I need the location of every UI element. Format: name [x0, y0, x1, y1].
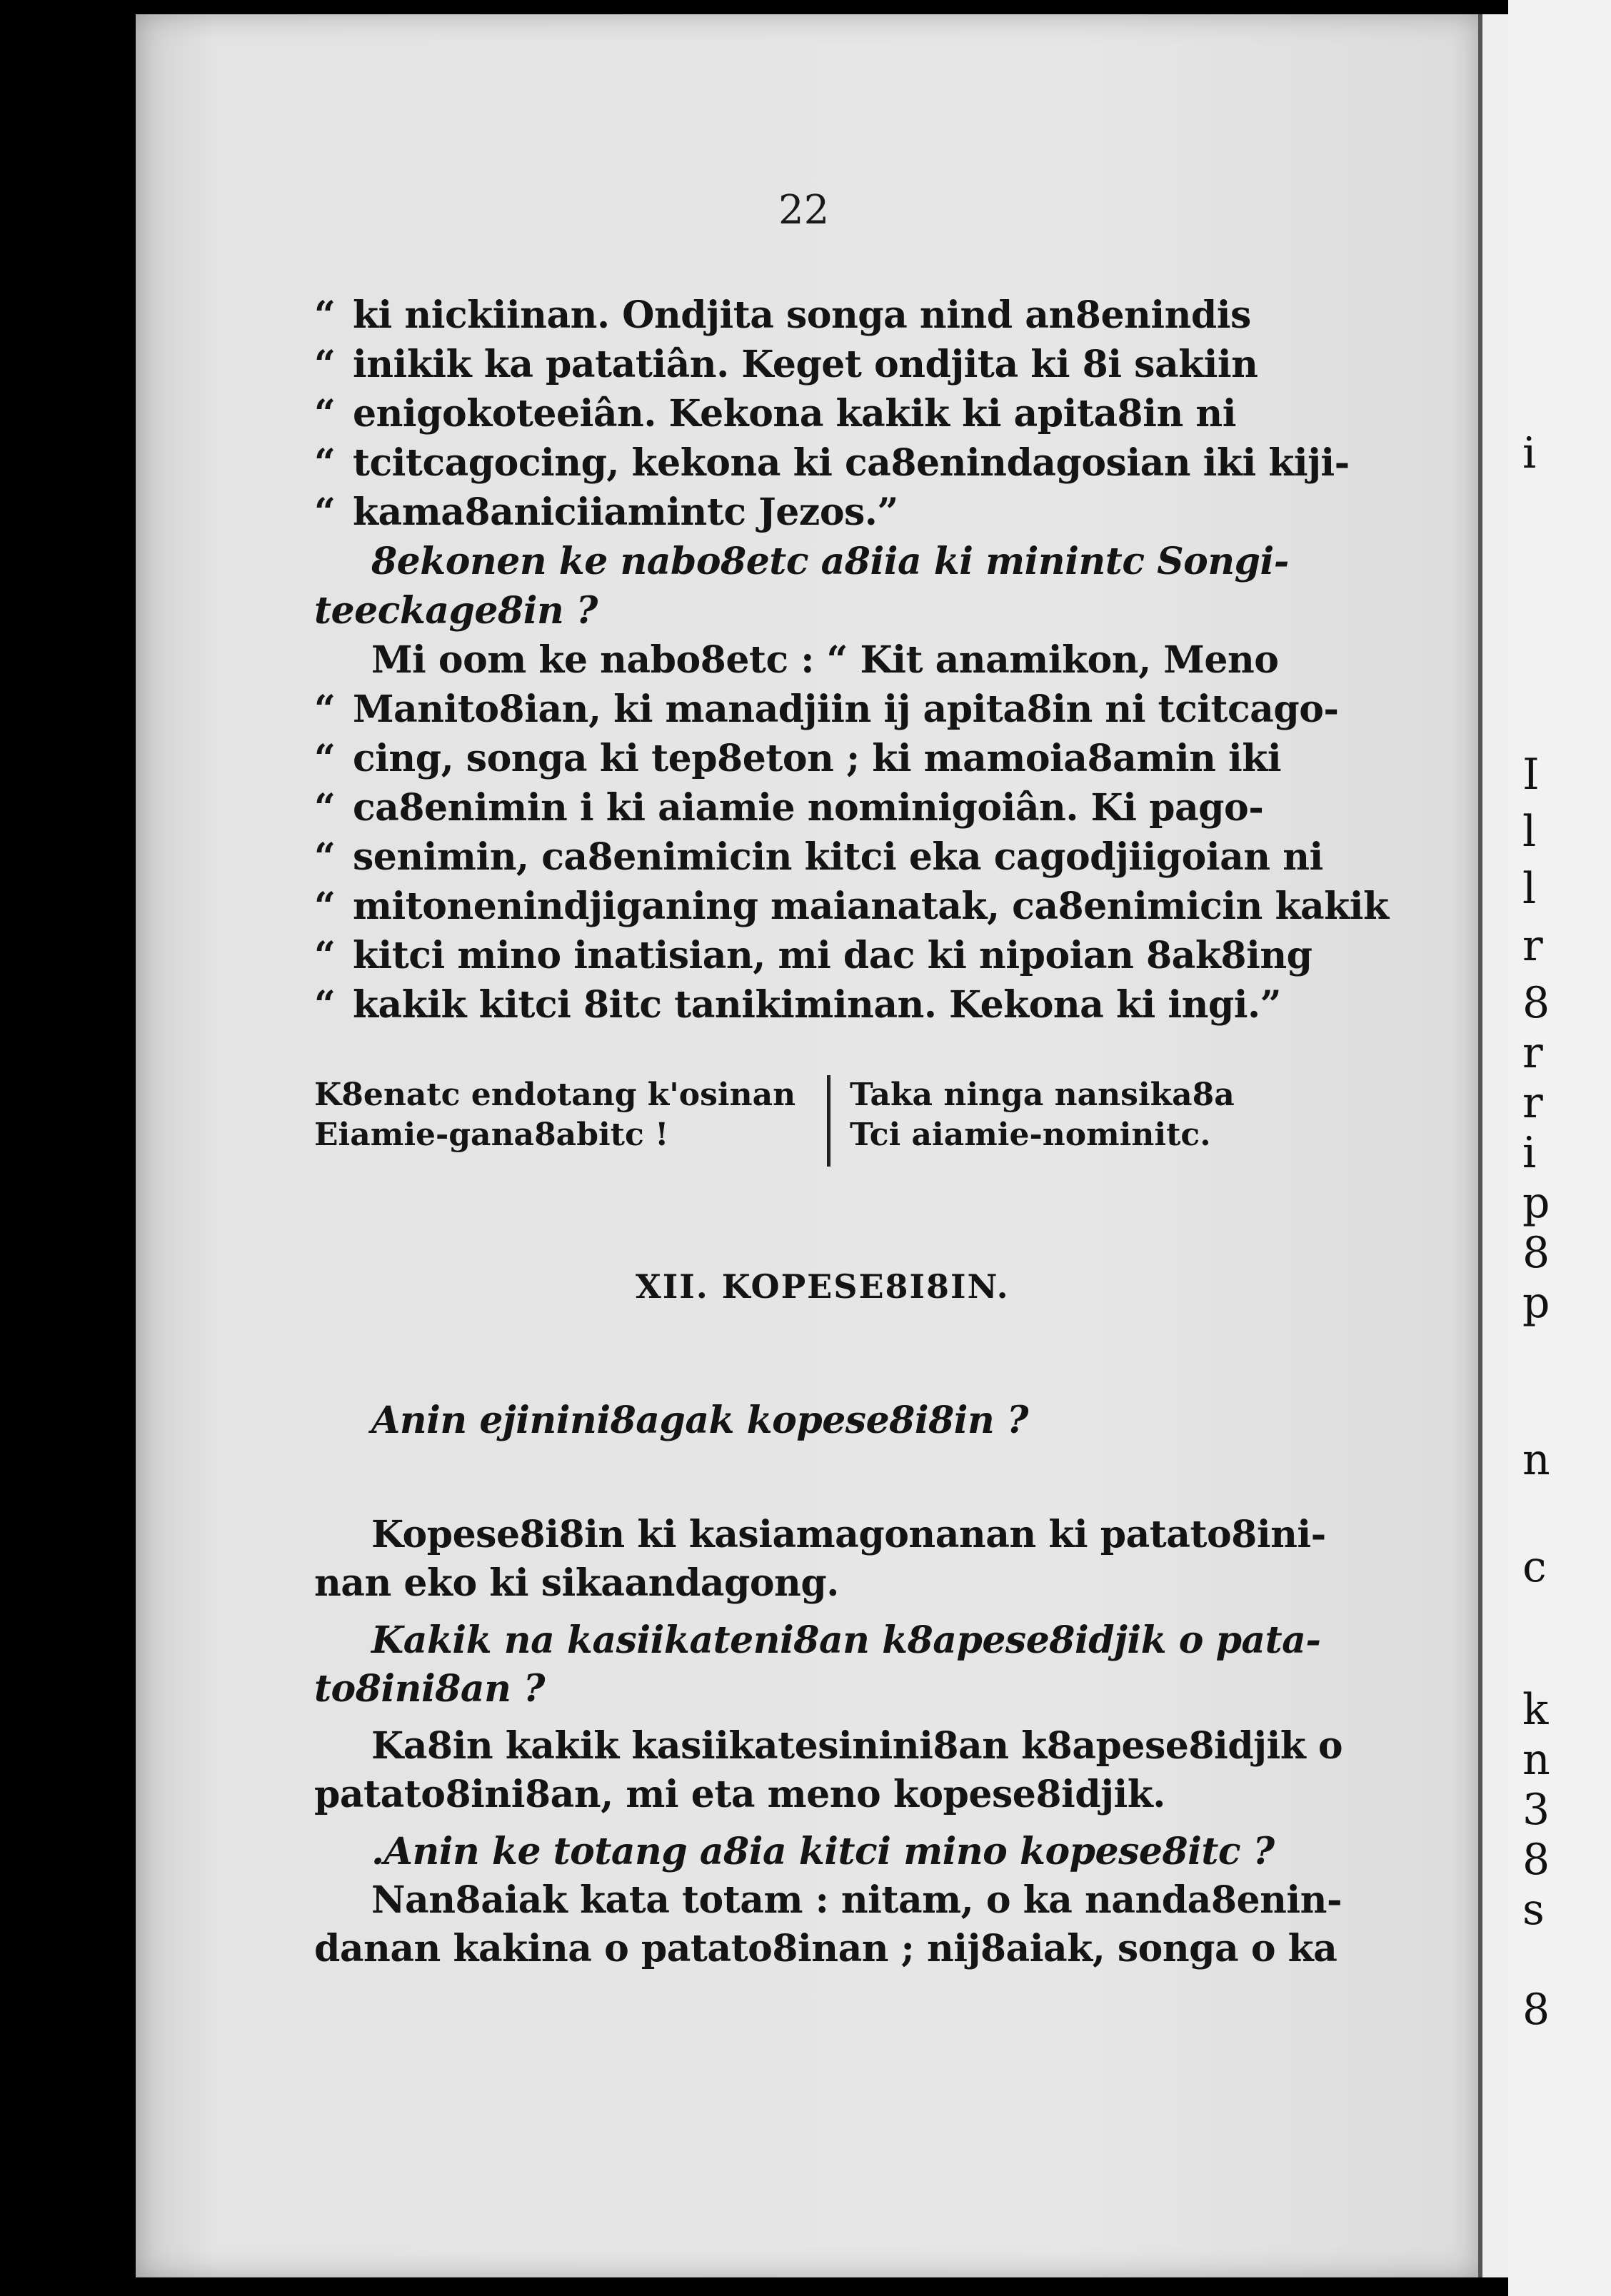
margin-fragment: I [1522, 750, 1540, 800]
text-line [314, 737, 1357, 780]
verse-line: Tci aiamie-nominitc. [850, 1117, 1211, 1153]
margin-fragment: 8 [1522, 1985, 1550, 2035]
line-text: senimin, ca8enimicin kitci eka cagodjiigoian ni [353, 835, 1323, 879]
margin-fragment: n [1522, 1435, 1550, 1485]
quote-mark: “ [314, 983, 336, 1027]
text-line [314, 1928, 1357, 1970]
text-line [314, 935, 1357, 977]
quote-mark: “ [314, 885, 336, 928]
text-line [314, 1773, 1357, 1816]
line-text: ki nickiinan. Ondjita songa nind an8enindis [353, 293, 1251, 337]
margin-fragment: i [1522, 1128, 1537, 1178]
line-text: .Anin ke totang a8ia kitci mino kopese8itc ? [371, 1830, 1275, 1873]
line-text: Manito8ian, ki manadjiin ij apita8in ni tcitcago- [353, 688, 1339, 731]
line-text: Mi oom ke nabo8etc : “ Kit anamikon, Meno [371, 638, 1279, 682]
facing-page-fragment [1508, 0, 1611, 2296]
text-line [314, 836, 1357, 879]
text-line [371, 540, 1414, 583]
text-line [314, 442, 1357, 485]
text-line [371, 1399, 1414, 1442]
text-line [314, 885, 1389, 928]
quote-mark: “ [314, 688, 336, 731]
line-text: to8ini8an ? [314, 1667, 545, 1711]
margin-fragment: n [1522, 1735, 1550, 1785]
text-line [314, 1562, 1357, 1605]
line-text: enigokoteeiân. Kekona kakik ki apita8in ni [353, 392, 1236, 435]
line-text: danan kakina o patato8inan ; nij8aiak, songa o ka [314, 1927, 1338, 1970]
quote-mark: “ [314, 293, 336, 337]
margin-fragment: s [1522, 1885, 1545, 1935]
text-line [371, 1725, 1414, 1768]
line-text: ca8enimin i ki aiamie nominigoiân. Ki pago- [353, 786, 1264, 830]
margin-fragment: i [1522, 428, 1537, 478]
page-number: 22 [778, 187, 830, 233]
line-text: cing, songa ki tep8eton ; ki mamoia8amin iki [353, 737, 1282, 780]
line-text: kama8aniciiamintc Jezos.” [353, 490, 898, 534]
text-line [314, 491, 1357, 534]
quote-mark: “ [314, 786, 336, 830]
text-line [314, 294, 1357, 337]
quote-mark: “ [314, 441, 336, 485]
line-text: mitonenindjiganing maianatak, ca8enimicin kakik [353, 885, 1389, 928]
text-line [314, 393, 1357, 435]
margin-fragment: r [1522, 1028, 1543, 1078]
margin-fragment: r [1522, 1078, 1543, 1128]
text-line [314, 787, 1357, 830]
margin-fragment: p [1522, 1178, 1550, 1228]
line-text: tcitcagocing, kekona ki ca8enindagosian iki kiji- [353, 441, 1350, 485]
line-text: inikik ka patatiân. Keget ondjita ki 8i sakiin [353, 343, 1258, 386]
margin-fragment: l [1522, 864, 1537, 914]
quote-mark: “ [314, 490, 336, 534]
page-gutter-edge [1478, 14, 1508, 2277]
line-text: kakik kitci 8itc tanikiminan. Kekona ki ingi.” [353, 983, 1282, 1027]
text-line [371, 639, 1414, 682]
text-line [314, 343, 1357, 386]
text-line [314, 984, 1357, 1027]
margin-fragment: k [1522, 1685, 1549, 1735]
line-text: Ka8in kakik kasiikatesinini8an k8apese8idjik o [371, 1724, 1343, 1768]
quote-mark: “ [314, 835, 336, 879]
line-text: patato8ini8an, mi eta meno kopese8idjik. [314, 1773, 1165, 1816]
quote-mark: “ [314, 343, 336, 386]
verse-divider [827, 1075, 830, 1167]
margin-fragment: 8 [1522, 1228, 1550, 1278]
text-line [371, 1619, 1414, 1662]
margin-fragment: l [1522, 807, 1537, 857]
quote-mark: “ [314, 934, 336, 977]
text-line [371, 1514, 1414, 1556]
text-line [314, 1668, 1357, 1711]
verse-right [850, 1075, 1235, 1155]
line-text: teeckage8in ? [314, 589, 598, 633]
line-text: Kopese8i8in ki kasiamagonanan ki patato8ini- [371, 1513, 1326, 1556]
line-text: nan eko ki sikaandagong. [314, 1561, 839, 1605]
quote-mark: “ [314, 737, 336, 780]
line-text: kitci mino inatisian, mi dac ki nipoian 8ak8ing [353, 934, 1313, 977]
text-line [314, 688, 1357, 731]
margin-fragment: r [1522, 921, 1543, 971]
section-heading: XII. KOPESE8I8IN. [636, 1267, 1010, 1306]
text-line [371, 1831, 1414, 1873]
quote-mark: “ [314, 392, 336, 435]
verse-left [314, 1075, 796, 1155]
text-line [314, 590, 1357, 633]
verse-line: Eiamie-gana8abitc ! [314, 1117, 669, 1153]
margin-fragment: p [1522, 1278, 1550, 1328]
margin-fragment: 8 [1522, 978, 1550, 1028]
line-text: Kakik na kasiikateni8an k8apese8idjik o pata- [371, 1618, 1321, 1662]
margin-fragment: 8 [1522, 1835, 1550, 1885]
line-text: 8ekonen ke nabo8etc a8iia ki minintc Songi- [371, 540, 1289, 583]
margin-fragment: c [1522, 1542, 1547, 1592]
line-text: Nan8aiak kata totam : nitam, o ka nanda8enin- [371, 1878, 1342, 1922]
verse-line: K8enatc endotang k'osinan [314, 1077, 796, 1113]
text-line [371, 1879, 1414, 1922]
margin-fragment: 3 [1522, 1785, 1550, 1835]
line-text: Anin ejinini8agak kopese8i8in ? [371, 1399, 1028, 1442]
verse-line: Taka ninga nansika8a [850, 1077, 1235, 1113]
